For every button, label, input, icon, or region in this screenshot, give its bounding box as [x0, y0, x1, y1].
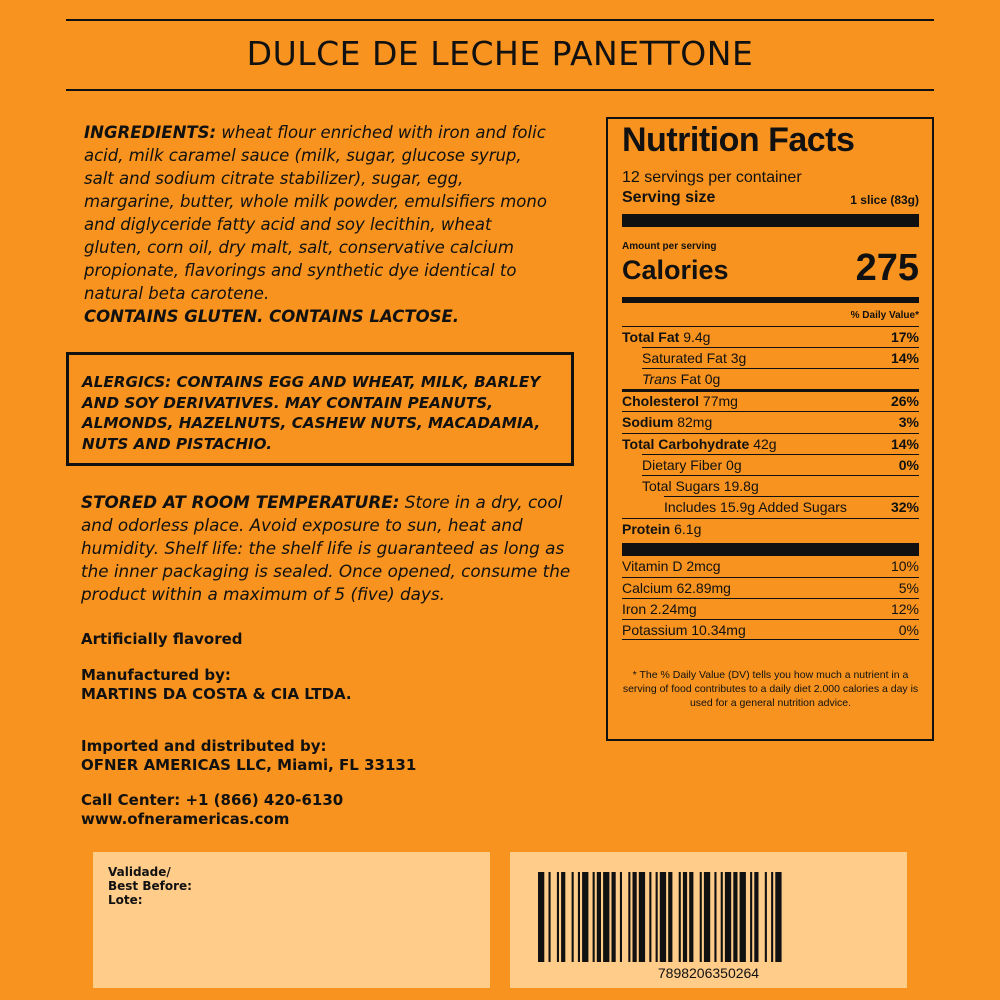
- nutrient-dv: 17%: [890, 329, 919, 345]
- contains-statement: CONTAINS GLUTEN. CONTAINS LACTOSE.: [84, 307, 460, 326]
- lot-label: Lote:: [108, 893, 143, 907]
- nutrient-dv: 0%: [898, 457, 919, 473]
- barcode-bar: [538, 872, 544, 962]
- nutrient-amount: 19.8g: [723, 478, 759, 494]
- barcode-bar: [775, 872, 781, 962]
- serving-size: [622, 189, 919, 207]
- barcode-bar: [612, 872, 616, 962]
- nutrient-row-added-sugars: [664, 496, 919, 517]
- nutrient-label: Includes: [664, 499, 717, 515]
- importer-name: OFNER AMERICAS LLC, Miami, FL 33131: [81, 756, 417, 774]
- nutrient-label: Saturated Fat: [642, 350, 727, 366]
- validade-label: Validade/: [108, 865, 171, 879]
- nutrient-row-total-fat: [622, 326, 919, 347]
- manufacturer-block: [81, 666, 352, 704]
- vitamin-label: Potassium 10.34mg: [622, 622, 746, 638]
- contact-block: [81, 791, 343, 829]
- medium-divider: [622, 297, 919, 303]
- nutrient-row-total-sugars: [642, 475, 919, 496]
- nutrient-amount: 0g: [726, 457, 742, 473]
- nutrient-amount: 42g: [753, 436, 777, 452]
- nutrient-label: Total Carbohydrate: [622, 436, 750, 452]
- storage-text: Store in a dry, cool and odorless place. Avoid exposure to sun, heat and humidity. Shelf life: the shelf life is guaranteed as long as the inner packaging is sealed. Once opened, consume the product within a maximum of 5 (five) days.: [81, 492, 571, 604]
- daily-value-header: % Daily Value*: [850, 310, 919, 321]
- vitamin-divider: [622, 543, 919, 556]
- storage-block: [81, 491, 581, 606]
- product-title: DULCE DE LECHE PANETTONE: [246, 34, 754, 73]
- vitamin-label: Vitamin D 2mcg: [622, 558, 721, 574]
- nutrient-amount: 82mg: [677, 414, 713, 430]
- barcode-bar: [725, 872, 731, 962]
- barcode-bar: [557, 872, 559, 962]
- nutrient-dv: 14%: [890, 436, 919, 452]
- barcode-bar: [582, 872, 588, 962]
- nutrient-row-total-carbohydrate: [622, 433, 919, 454]
- allergen-text: ALERGICS: CONTAINS EGG AND WHEAT, MILK, BARLEY AND SOY DERIVATIVES. MAY CONTAIN PEANUTS, ALMONDS, HAZELNUTS, CASHEW NUTS, MACADAMIA, NUTS AND PISTACHIO.: [82, 373, 541, 453]
- barcode-bar: [679, 872, 681, 962]
- barcode-bar: [754, 872, 758, 962]
- serving-size-label: Serving size: [622, 189, 716, 206]
- barcode-bar: [597, 872, 601, 962]
- vitamin-row-calcium: [622, 577, 919, 598]
- nutrient-row-cholesterol: [622, 389, 919, 410]
- barcode-bar: [620, 872, 622, 962]
- nutrition-title: Nutrition Facts: [622, 121, 855, 159]
- vitamin-dv: 12%: [890, 601, 919, 617]
- nutrient-row-dietary-fiber: [642, 454, 919, 475]
- nutrient-row-saturated-fat: [642, 347, 919, 368]
- nutrient-amount: 77mg: [702, 393, 738, 409]
- ingredients-heading: INGREDIENTS:: [84, 123, 217, 142]
- vitamin-dv: 10%: [890, 558, 919, 574]
- barcode-bar: [603, 872, 609, 962]
- top-rule: [66, 19, 934, 21]
- barcode-bar: [649, 872, 651, 962]
- importer-label: Imported and distributed by:: [81, 737, 327, 755]
- call-center: Call Center: +1 (866) 420-6130: [81, 791, 344, 809]
- nutrient-label: Cholesterol: [622, 393, 700, 409]
- barcode-bar: [593, 872, 595, 962]
- vitamin-dv: 0%: [898, 622, 919, 638]
- barcode-bar: [660, 872, 666, 962]
- barcode-bar: [683, 872, 687, 962]
- nutrient-label: Sodium: [622, 414, 674, 430]
- barcode-bar: [656, 872, 658, 962]
- barcode-bar: [700, 872, 702, 962]
- barcode-bar: [561, 872, 565, 962]
- nutrient-dv: 32%: [890, 499, 919, 515]
- serving-size-value: 1 slice (83g): [850, 193, 919, 207]
- barcode-icon: [538, 872, 878, 962]
- nutrient-row-trans-fat: [642, 368, 919, 389]
- vitamin-row-potassium: [622, 619, 919, 640]
- vitamin-dv: 5%: [898, 580, 919, 596]
- barcode-bar: [628, 872, 630, 962]
- barcode-number: 7898206350264: [657, 965, 760, 981]
- barcode-bar: [689, 872, 693, 962]
- manufacturer-name: MARTINS DA COSTA & CIA LTDA.: [81, 685, 352, 703]
- barcode-bar: [721, 872, 723, 962]
- barcode-box: [510, 852, 907, 988]
- servings-per-container: 12 servings per container: [622, 169, 802, 186]
- barcode-bar: [549, 872, 551, 962]
- nutrient-dv: 14%: [890, 350, 919, 366]
- allergen-box: [66, 352, 574, 466]
- barcode-bar: [668, 872, 672, 962]
- title-rule: [66, 89, 934, 91]
- barcode-bar: [578, 872, 580, 962]
- nutrient-row-sodium: [622, 411, 919, 432]
- ingredients-text: wheat flour enriched with iron and folic acid, milk caramel sauce (milk, sugar, glucose syrup, salt and sodium citrate stabilizer), sugar, egg, margarine, butter, whole milk powder, emulsifiers mono and diglyceride fatty acid and soy lecithin, wheat gluten, corn oil, dry malt, salt, conservative calcium propionate, flavorings and synthetic dye identical to natural beta carotene.: [84, 123, 547, 303]
- amount-per-serving: Amount per serving: [622, 241, 717, 252]
- nutrient-dv: 3%: [898, 414, 919, 430]
- lot-box: [93, 852, 490, 988]
- calories: [622, 247, 919, 289]
- vitamin-label: Calcium 62.89mg: [622, 580, 731, 596]
- vitamin-row-iron: [622, 598, 919, 619]
- daily-value-footnote: * The % Daily Value (DV) tells you how much a nutrient in a serving of food contributes to a daily diet 2.000 calories a day is used for a general nutrition advice.: [622, 669, 919, 709]
- nutrition-facts-panel: [606, 117, 934, 741]
- ingredients-block: [84, 121, 554, 328]
- vitamin-row-vitamin-d: [622, 556, 919, 577]
- barcode-bar: [572, 872, 574, 962]
- website-link[interactable]: www.ofneramericas.com: [81, 810, 290, 828]
- importer-block: [81, 737, 416, 775]
- barcode-bar: [733, 872, 737, 962]
- artificially-flavored: Artificially flavored: [81, 630, 243, 648]
- barcode-bar: [633, 872, 637, 962]
- barcode-bar: [740, 872, 746, 962]
- nutrient-label: Total Sugars: [642, 478, 720, 494]
- barcode-bar: [714, 872, 716, 962]
- manufacturer-label: Manufactured by:: [81, 666, 231, 684]
- nutrient-label: Total Fat: [622, 329, 680, 345]
- barcode-bar: [771, 872, 773, 962]
- calories-label: Calories: [622, 255, 729, 285]
- nutrient-amount: 3g: [730, 350, 747, 366]
- nutrient-label: Trans: [642, 371, 677, 387]
- nutrient-amount: 15.9g Added Sugars: [720, 499, 847, 515]
- nutrient-amount: 9.4g: [683, 329, 711, 345]
- storage-heading: STORED AT ROOM TEMPERATURE:: [81, 492, 400, 512]
- barcode-bar: [750, 872, 752, 962]
- calories-value: 275: [855, 247, 919, 289]
- nutrient-dv: 26%: [890, 393, 919, 409]
- barcode-bar: [639, 872, 645, 962]
- nutrient-amount: 6.1g: [674, 521, 702, 537]
- vitamin-label: Iron 2.24mg: [622, 601, 697, 617]
- barcode-bar: [704, 872, 710, 962]
- nutrient-row-protein: [622, 518, 919, 539]
- nutrient-label: Protein: [622, 521, 671, 537]
- barcode-bar: [765, 872, 767, 962]
- nutrient-amount: Fat 0g: [680, 371, 721, 387]
- thick-divider: [622, 214, 919, 227]
- nutrient-label: Dietary Fiber: [642, 457, 723, 473]
- best-before-label: Best Before:: [108, 879, 192, 893]
